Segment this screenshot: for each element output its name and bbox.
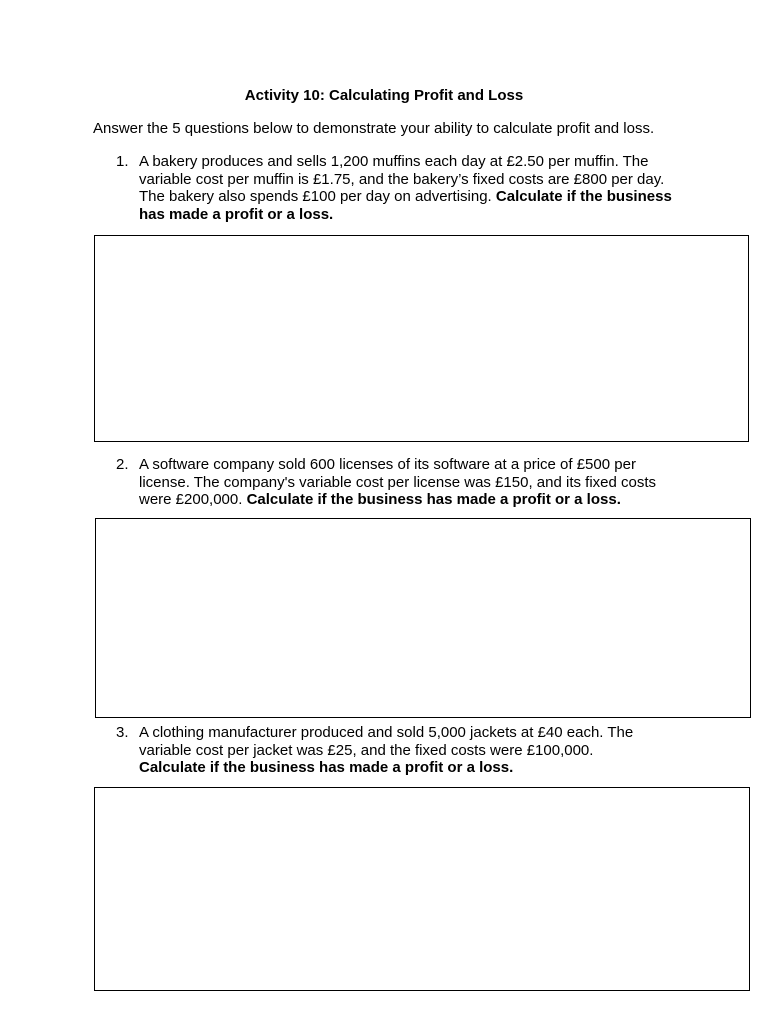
question-1 xyxy=(116,153,676,223)
question-instruction: Calculate if the business has made a profit or a loss. xyxy=(246,491,621,508)
answer-box-3[interactable] xyxy=(94,787,750,991)
question-text-block xyxy=(139,456,686,509)
intro-text: Answer the 5 questions below to demonstrate your ability to calculate profit and loss. xyxy=(93,120,655,137)
question-instruction: Calculate if the business has made a profit or a loss. xyxy=(139,188,672,223)
question-instruction: Calculate if the business has made a profit or a loss. xyxy=(139,759,514,776)
question-number: 1. xyxy=(116,153,129,170)
answer-box-2[interactable] xyxy=(95,518,751,718)
question-number: 3. xyxy=(116,724,129,741)
question-text-block xyxy=(139,724,664,777)
question-text: A bakery produces and sells 1,200 muffins each day at £2.50 per muffin. The variable cost per muffin is £1.75, and the bakery’s fixed costs are £800 per day. The bakery also spends £100 per day on advertising. xyxy=(139,153,665,205)
question-text-block xyxy=(139,153,676,223)
answer-box-1[interactable] xyxy=(94,235,749,442)
page-title: Activity 10: Calculating Profit and Loss xyxy=(244,87,524,104)
question-2 xyxy=(116,456,686,509)
question-3 xyxy=(116,724,664,777)
question-number: 2. xyxy=(116,456,129,473)
question-text: A software company sold 600 licenses of its software at a price of £500 per license. The company's variable cost per license was £150, and its fixed costs were £200,000. xyxy=(139,456,657,508)
question-text: A clothing manufacturer produced and sold 5,000 jackets at £40 each. The variable cost per jacket was £25, and the fixed costs were £100,000. xyxy=(139,724,634,759)
